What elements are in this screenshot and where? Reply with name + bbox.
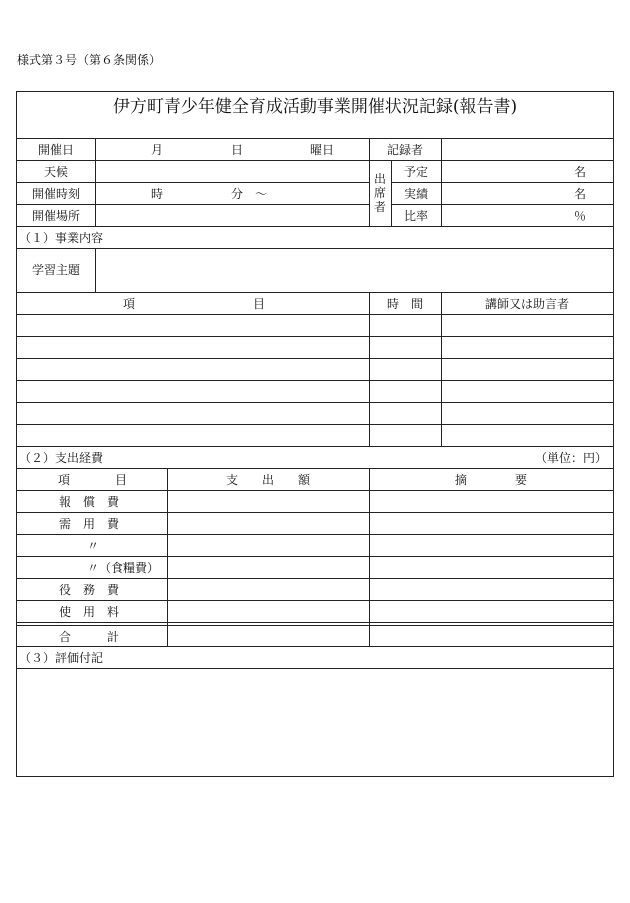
remarks-col-label: 摘 要 bbox=[454, 473, 527, 487]
expense-item: 需 用 費 bbox=[59, 517, 120, 531]
time-col-label: 時 間 bbox=[386, 297, 423, 311]
item-col-label-2: 目 bbox=[253, 297, 266, 311]
report-form bbox=[16, 91, 614, 777]
section2-heading: （２）支出経費 bbox=[19, 451, 104, 465]
minute-label: 分 ～ bbox=[231, 187, 268, 201]
weather-label: 天候 bbox=[43, 165, 68, 179]
hour-label: 時 bbox=[151, 187, 164, 201]
weekday-label: 曜日 bbox=[310, 143, 335, 157]
total-label: 合 計 bbox=[59, 630, 120, 644]
unit-label: （単位：円） bbox=[534, 451, 607, 465]
actual-unit: 名 bbox=[573, 187, 586, 201]
date-label: 開催日 bbox=[37, 143, 74, 157]
form-number: 様式第３号（第６条関係） bbox=[17, 53, 162, 67]
planned-unit: 名 bbox=[573, 165, 586, 179]
place-label: 開催場所 bbox=[31, 209, 80, 223]
ratio-unit: ％ bbox=[573, 209, 586, 223]
amount-col-label: 支 出 額 bbox=[225, 473, 310, 487]
item-col-label-1: 項 bbox=[123, 297, 136, 311]
expense-item: 〃（食糧費） bbox=[87, 561, 160, 575]
expense-item: 役 務 費 bbox=[59, 583, 120, 597]
day-label: 日 bbox=[231, 143, 244, 157]
time-label: 開催時刻 bbox=[31, 187, 80, 201]
ratio-label: 比率 bbox=[403, 209, 428, 223]
theme-label: 学習主題 bbox=[31, 263, 80, 277]
actual-label: 実績 bbox=[403, 187, 428, 201]
month-label: 月 bbox=[151, 143, 164, 157]
expense-item-col-1: 項 bbox=[58, 473, 71, 487]
instructor-col-label: 講師又は助言者 bbox=[484, 297, 569, 311]
planned-label: 予定 bbox=[403, 165, 428, 179]
section3-heading: （３）評価付記 bbox=[19, 651, 104, 665]
expense-item-col-2: 目 bbox=[115, 473, 128, 487]
expense-item: 報 償 費 bbox=[59, 495, 120, 509]
expense-item: 使 用 料 bbox=[59, 605, 120, 619]
section1-heading: （１）事業内容 bbox=[19, 231, 104, 245]
expense-item: 〃 bbox=[87, 539, 100, 553]
recorder-label: 記録者 bbox=[386, 143, 423, 157]
form-title: 伊方町青少年健全育成活動事業開催状況記録(報告書) bbox=[112, 97, 518, 117]
attendance-label: 出 席 者 bbox=[373, 172, 386, 214]
